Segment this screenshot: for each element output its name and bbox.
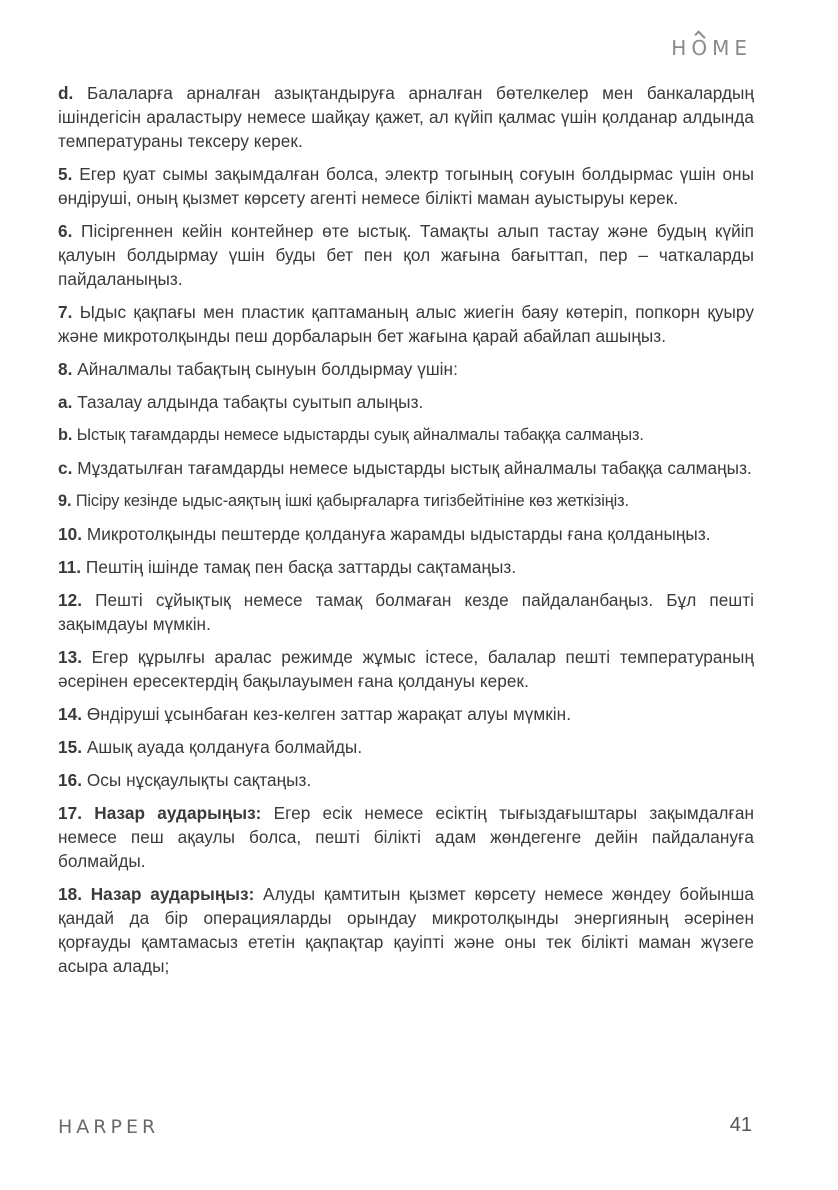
paragraph-text: Айналмалы табақтың сынуын болдырмау үшін: bbox=[72, 359, 458, 379]
paragraph-number: 15. bbox=[58, 737, 83, 757]
paragraph-10 bbox=[58, 522, 754, 546]
paragraph-9 bbox=[58, 489, 754, 513]
paragraph-d bbox=[58, 81, 754, 153]
paragraph-15 bbox=[58, 735, 754, 759]
harper-logo: HARPER bbox=[58, 1116, 160, 1138]
paragraph-8 bbox=[58, 357, 754, 381]
paragraph-7 bbox=[58, 300, 754, 348]
paragraph-a bbox=[58, 390, 754, 414]
paragraph-text: Пештің ішінде тамақ пен басқа заттарды сақтамаңыз. bbox=[81, 557, 517, 577]
paragraph-text: Ыдыс қақпағы мен пластик қаптаманың алыс жиегін баяу көтеріп, попкорн қуыру және микротолқынды пеш дорбаларын бет жағына қарай абайлап ашыңыз. bbox=[58, 302, 754, 346]
paragraph-number: 14. bbox=[58, 704, 83, 724]
paragraph-number: 12. bbox=[58, 590, 83, 610]
home-logo bbox=[671, 36, 752, 60]
paragraph-16 bbox=[58, 768, 754, 792]
paragraph-number: 9. bbox=[58, 492, 72, 510]
home-logo-o: O bbox=[691, 36, 713, 60]
paragraph-number: 13. bbox=[58, 647, 83, 667]
paragraph-11 bbox=[58, 555, 754, 579]
paragraph-14 bbox=[58, 702, 754, 726]
paragraph-number: 5. bbox=[58, 164, 73, 184]
paragraph-number: 18. Назар аударыңыз: bbox=[58, 884, 255, 904]
page-number: 41 bbox=[729, 1114, 752, 1136]
paragraph-text: Егер есік немесе есіктің тығыздағыштары зақымдалған немесе пеш ақаулы болса, пешті білікті адам жөндегенге дейін пайдалануға болмайды. bbox=[58, 803, 754, 871]
paragraph-text: Алуды қамтитын қызмет көрсету немесе жөндеу бойынша қандай да бір операцияларды орындау микротолқынды энергияның әсерінен қорғауды қамтамасыз ететін қақпақтар қауіпті және оны тек білікті маман жүзеге асыра алады; bbox=[58, 884, 754, 976]
paragraph-5 bbox=[58, 162, 754, 210]
paragraph-text: Егер қуат сымы зақымдалған болса, электр тогының соғуын болдырмас үшін оны өндіруші, оның қызмет көрсету агенті немесе білікті маман ауыстыруы керек. bbox=[58, 164, 754, 208]
paragraph-number: a. bbox=[58, 392, 73, 412]
home-logo-h: H bbox=[671, 36, 692, 60]
paragraph-13 bbox=[58, 645, 754, 693]
paragraph-b bbox=[58, 423, 754, 447]
paragraph-text: Тазалау алдында табақты суытып алыңыз. bbox=[72, 392, 424, 412]
paragraph-number: c. bbox=[58, 458, 73, 478]
paragraph-17 bbox=[58, 801, 754, 873]
paragraph-text: Ыстық тағамдарды немесе ыдыстарды суық айналмалы табаққа салмаңыз. bbox=[72, 426, 644, 444]
paragraph-text: Осы нұсқаулықты сақтаңыз. bbox=[82, 770, 312, 790]
paragraph-text: Микротолқынды пештерде қолдануға жарамды ыдыстарды ғана қолданыңыз. bbox=[82, 524, 711, 544]
paragraph-text: Ашық ауада қолдануға болмайды. bbox=[82, 737, 363, 757]
paragraph-text: Пешті сұйықтық немесе тамақ болмаған кезде пайдаланбаңыз. Бұл пешті зақымдауы мүмкін. bbox=[58, 590, 754, 634]
paragraph-number: 17. Назар аударыңыз: bbox=[58, 803, 262, 823]
paragraph-text: Балаларға арналған азықтандыруға арналған бөтелкелер мен банкалардың ішіндегісін араластыру немесе шайқау қажет, ал күйіп қалмас үшін қолданар алдында температураны тексеру керек. bbox=[58, 83, 754, 151]
paragraph-6 bbox=[58, 219, 754, 291]
paragraph-number: b. bbox=[58, 426, 73, 444]
paragraph-text: Мұздатылған тағамдарды немесе ыдыстарды ыстық айналмалы табаққа салмаңыз. bbox=[72, 458, 752, 478]
paragraph-number: 11. bbox=[58, 557, 82, 577]
paragraph-c bbox=[58, 456, 754, 480]
paragraph-text: Пісіргеннен кейін контейнер өте ыстық. Тамақты алып тастау және будың күйіп қалуын болдырмау үшін буды бет пен қол жағына бағыттап, пер – чаткаларды пайдаланыңыз. bbox=[58, 221, 754, 289]
paragraph-number: d. bbox=[58, 83, 74, 103]
paragraph-number: 16. bbox=[58, 770, 83, 790]
paragraph-18 bbox=[58, 882, 754, 978]
paragraph-12 bbox=[58, 588, 754, 636]
paragraph-number: 8. bbox=[58, 359, 73, 379]
paragraph-number: 10. bbox=[58, 524, 83, 544]
instructions-body bbox=[58, 81, 754, 987]
paragraph-text: Егер құрылғы аралас режимде жұмыс істесе, балалар пешті температураның әсерінен ересектердің бақылауымен ғана қолдануы керек. bbox=[58, 647, 754, 691]
home-logo-me: ME bbox=[712, 36, 752, 60]
paragraph-text: Пісіру кезінде ыдыс-аяқтың ішкі қабырғаларға тигізбейтініне көз жеткізіңіз. bbox=[71, 492, 629, 510]
paragraph-number: 7. bbox=[58, 302, 73, 322]
paragraph-text: Өндіруші ұсынбаған кез-келген заттар жарақат алуы мүмкін. bbox=[82, 704, 572, 724]
paragraph-number: 6. bbox=[58, 221, 73, 241]
